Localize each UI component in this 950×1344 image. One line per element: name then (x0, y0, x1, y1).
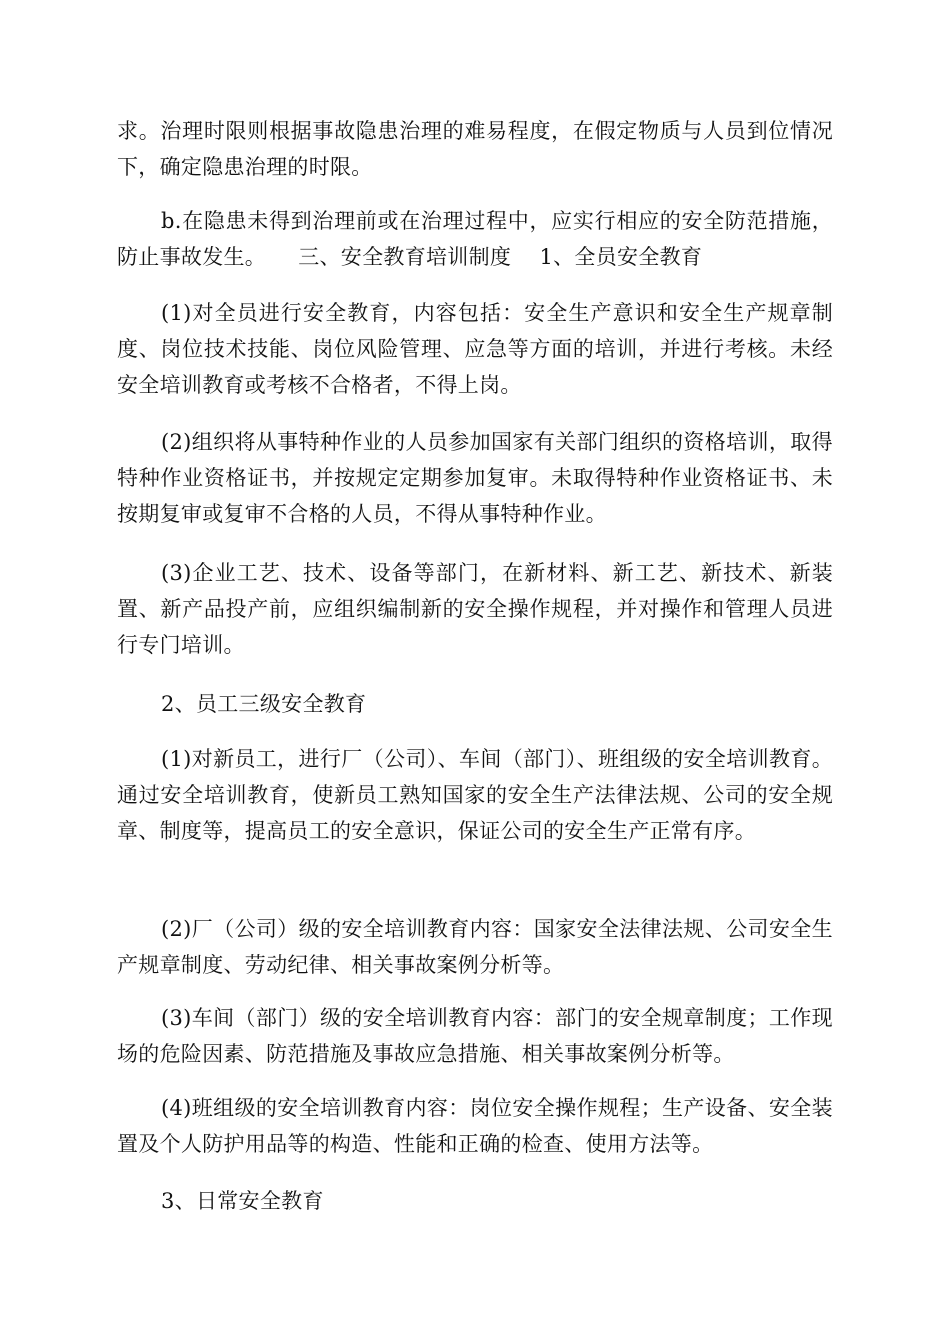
paragraph-new-process-training: (3)企业工艺、技术、设备等部门，在新材料、新工艺、新技术、新装置、新产品投产前，应组织编制新的安全操作规程，并对操作和管理人员进行专门培训。 (117, 561, 833, 657)
paragraph-special-operations: (2)组织将从事特种作业的人员参加国家有关部门组织的资格培训，取得特种作业资格证书，并按规定定期参加复审。未取得特种作业资格证书、未按期复审或复审不合格的人员，不得从事特种作业。 (117, 430, 833, 526)
paragraph-department-level: (3)车间（部门）级的安全培训教育内容：部门的安全规章制度；工作现场的危险因素、防范措施及事故应急措施、相关事故案例分析等。 (117, 1006, 833, 1066)
section-heading-three-level-education: 2、员工三级安全教育 (161, 692, 367, 716)
paragraph-team-level: (4)班组级的安全培训教育内容：岗位安全操作规程；生产设备、安全装置及个人防护用品等的构造、性能和正确的检查、使用方法等。 (117, 1096, 833, 1156)
paragraph-company-level: (2)厂（公司）级的安全培训教育内容：国家安全法律法规、公司安全生产规章制度、劳动纪律、相关事故案例分析等。 (117, 917, 833, 977)
paragraph-all-staff-education: (1)对全员进行安全教育，内容包括：安全生产意识和安全生产规章制度、岗位技术技能、岗位风险管理、应急等方面的培训，并进行考核。未经安全培训教育或考核不合格者，不得上岗。 (117, 301, 833, 397)
paragraph-continuation: 求。治理时限则根据事故隐患治理的难易程度，在假定物质与人员到位情况下，确定隐患治理的时限。 (117, 119, 833, 179)
paragraph-hazard-measures: b.在隐患未得到治理前或在治理过程中，应实行相应的安全防范措施，防止事故发生。 三、安全教育培训制度 1、全员安全教育 (117, 209, 833, 269)
section-heading-daily-education: 3、日常安全教育 (161, 1189, 324, 1213)
paragraph-new-employee-education: (1)对新员工，进行厂（公司）、车间（部门）、班组级的安全培训教育。通过安全培训教育，使新员工熟知国家的安全生产法律法规、公司的安全规章、制度等，提高员工的安全意识，保证公司的安全生产正常有序。 (117, 747, 833, 843)
